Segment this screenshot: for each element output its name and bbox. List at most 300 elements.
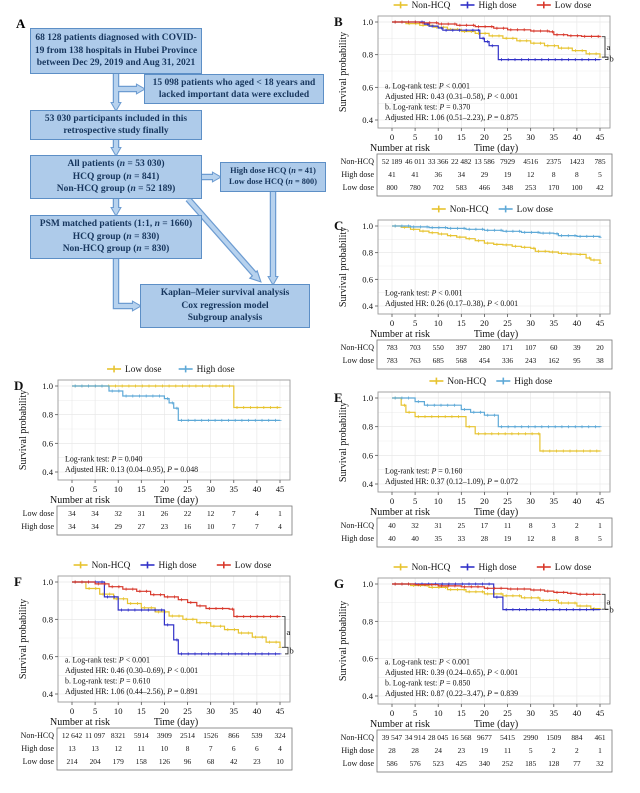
stat-annotation-part: P	[167, 687, 172, 696]
x-axis-title: Time (day)	[473, 329, 519, 340]
stat-annotation-part: < 0.001	[443, 657, 470, 667]
x-tick-label: 10	[433, 318, 443, 328]
risk-value: 11	[503, 746, 512, 755]
stat-annotation-part: < 0.001	[171, 666, 199, 675]
risk-value: 19	[503, 534, 512, 543]
risk-value: 12	[114, 744, 122, 753]
risk-value: 128	[548, 759, 560, 768]
stat-annotation	[385, 92, 518, 101]
risk-value: 4	[278, 744, 282, 753]
stat-annotation	[385, 82, 470, 91]
x-tick-label: 5	[412, 132, 418, 142]
x-axis-title: Time (day)	[473, 507, 519, 518]
x-tick-label: 10	[433, 132, 443, 142]
y-tick-label: 0.6	[42, 438, 53, 449]
stat-annotation-part: = 0.891	[171, 687, 199, 696]
risk-value: 780	[409, 183, 421, 192]
stat-annotation-part: Log-rank test:	[385, 466, 432, 476]
legend-label: Low dose	[516, 205, 554, 216]
risk-value: 1423	[569, 157, 585, 166]
stat-annotation	[385, 658, 470, 667]
risk-row-label: Non-HCQ	[340, 157, 374, 166]
risk-value: 29	[480, 170, 489, 179]
risk-value: 1	[598, 746, 602, 755]
stat-annotation	[385, 289, 463, 298]
risk-value: 40	[388, 521, 396, 530]
stat-annotation-part: Adjusted HR: 0.37 (0.12–1.09),	[385, 477, 488, 486]
stat-annotation	[65, 677, 150, 686]
risk-value: 32	[596, 759, 604, 768]
y-tick-label: 0.8	[362, 421, 373, 432]
risk-value: 28 045	[428, 733, 449, 742]
risk-value: 95	[573, 356, 581, 365]
legend-label: Non-HCQ	[411, 563, 451, 574]
risk-value: 763	[409, 356, 421, 365]
legend-label: Low dose	[234, 561, 272, 572]
y-tick-label: 0.4	[362, 479, 373, 489]
risk-value: 185	[525, 759, 537, 768]
risk-value: 32	[411, 521, 419, 530]
risk-value: 204	[89, 757, 101, 766]
risk-value: 4	[278, 522, 282, 531]
x-tick-label: 5	[92, 484, 98, 494]
stat-annotation	[65, 455, 143, 464]
stat-annotation	[385, 668, 518, 677]
x-tick-label: 40	[572, 132, 582, 142]
x-tick-label: 25	[503, 132, 512, 142]
risk-value: 60	[550, 343, 558, 352]
risk-row-label: High dose	[341, 534, 374, 543]
bracket-label: a	[606, 41, 611, 52]
y-tick-label: 0.8	[362, 616, 373, 627]
flow-box-text: PSM matched patients (1:1, n = 1660) HCQ group (n = 830) Non-HCQ group (n = 830)	[39, 219, 193, 255]
risk-value: 171	[502, 343, 514, 352]
risk-value: 252	[502, 759, 514, 768]
stat-annotation-part: a. Log-rank test:	[385, 657, 439, 667]
risk-value: 7929	[500, 157, 515, 166]
risk-row-label: Non-HCQ	[340, 733, 374, 742]
flow-box-1	[30, 28, 202, 74]
x-tick-label: 15	[457, 318, 466, 328]
x-tick-label: 30	[526, 496, 535, 506]
risk-value: 3909	[157, 731, 172, 740]
stat-annotation-part: Adjusted HR: 0.13 (0.04–0.95),	[65, 465, 168, 474]
risk-value: 7	[231, 522, 236, 531]
x-tick-label: 0	[389, 496, 395, 506]
risk-value: 34	[68, 522, 76, 531]
risk-row-label: High dose	[341, 746, 374, 755]
risk-value: 32	[114, 509, 122, 518]
risk-value: 20	[596, 343, 604, 352]
risk-value: 41	[388, 170, 396, 179]
risk-value: 46 011	[405, 157, 426, 166]
km-panel-E	[330, 374, 638, 550]
risk-value: 8	[185, 744, 190, 753]
x-axis-title: Time (day)	[153, 495, 199, 506]
flow-box-4	[30, 155, 202, 199]
stat-annotation-part: P	[431, 288, 437, 298]
risk-value: 550	[432, 343, 444, 352]
risk-value: 2990	[523, 733, 539, 742]
risk-table-title: Number at risk	[370, 329, 430, 340]
y-tick-label: 0.6	[362, 274, 373, 285]
risk-value: 8	[551, 534, 556, 543]
risk-value: 23	[253, 757, 261, 766]
y-tick-label: 1.0	[362, 17, 373, 27]
risk-value: 8	[575, 534, 579, 543]
x-tick-label: 0	[389, 708, 395, 718]
risk-value: 576	[409, 759, 421, 768]
x-axis-title: Time (day)	[473, 719, 519, 730]
risk-value: 33	[457, 534, 466, 543]
risk-value: 4	[255, 509, 259, 518]
stat-annotation-part: P	[439, 678, 445, 688]
x-tick-label: 5	[412, 496, 418, 506]
x-tick-label: 30	[526, 318, 535, 328]
risk-row-label: Non-HCQ	[340, 521, 374, 530]
stat-annotation-part: P	[119, 676, 125, 686]
risk-value: 800	[386, 183, 398, 192]
stat-annotation-part: = 0.610	[124, 676, 151, 686]
risk-value: 13 586	[474, 157, 495, 166]
y-tick-label: 0.6	[362, 82, 373, 93]
legend-label: Low dose	[554, 563, 592, 574]
x-tick-label: 5	[92, 706, 98, 716]
risk-value: 340	[478, 759, 490, 768]
stat-annotation-part: P	[438, 657, 444, 667]
flow-box-2	[144, 74, 324, 104]
panel-label: D	[14, 378, 24, 393]
risk-value: 7	[231, 509, 236, 518]
stat-annotation-part: P	[118, 655, 124, 665]
x-axis-title: Time (day)	[473, 143, 519, 154]
risk-value: 583	[455, 183, 467, 192]
x-tick-label: 30	[206, 484, 215, 494]
risk-value: 34 914	[404, 733, 426, 742]
stat-annotation-part: a. Log-rank test:	[65, 655, 119, 665]
risk-value: 5415	[500, 733, 515, 742]
stat-annotation-part: Adjusted HR: 0.87 (0.22–3.47),	[385, 689, 488, 698]
legend-label: High dose	[514, 377, 553, 388]
stat-annotation-part: Adjusted HR: 0.26 (0.17–0.38),	[385, 299, 488, 308]
x-tick-label: 40	[252, 484, 262, 494]
risk-value: 425	[455, 759, 467, 768]
risk-value: 68	[206, 757, 215, 766]
x-tick-label: 15	[137, 484, 146, 494]
risk-value: 5	[598, 170, 602, 179]
stat-annotation-part: b. Log-rank test:	[385, 102, 440, 112]
stat-annotation	[385, 477, 518, 486]
x-tick-label: 15	[457, 132, 466, 142]
risk-value: 10	[160, 744, 169, 753]
risk-table-title: Number at risk	[370, 719, 430, 730]
risk-value: 539	[251, 731, 263, 740]
stat-annotation	[385, 103, 470, 112]
risk-row-label: High dose	[341, 170, 374, 179]
flow-box-3	[30, 110, 202, 140]
risk-value: 100	[571, 183, 583, 192]
x-tick-label: 0	[69, 706, 75, 716]
risk-value: 12 642	[61, 731, 83, 740]
y-tick-label: 0.8	[362, 49, 373, 60]
x-tick-label: 0	[389, 318, 395, 328]
risk-value: 2	[551, 746, 556, 755]
risk-value: 397	[455, 343, 467, 352]
x-tick-label: 45	[595, 318, 605, 328]
stat-annotation-part: Log-rank test:	[385, 288, 432, 298]
risk-value: 586	[386, 759, 398, 768]
risk-value: 42	[596, 183, 604, 192]
panel-label: G	[334, 576, 345, 591]
bracket-label: b	[609, 604, 614, 615]
risk-value: 214	[66, 757, 78, 766]
risk-row-label: Non-HCQ	[20, 731, 54, 740]
risk-value: 12	[526, 534, 535, 543]
risk-table-title: Number at risk	[370, 507, 430, 518]
risk-row-label: High dose	[21, 522, 54, 531]
risk-value: 10	[276, 757, 284, 766]
stat-annotation	[65, 687, 198, 696]
risk-value: 1509	[546, 733, 562, 742]
risk-value: 7	[208, 744, 213, 753]
risk-value: 33 366	[428, 157, 449, 166]
risk-row-label: Low dose	[22, 509, 54, 518]
stat-annotation-part: P	[487, 113, 492, 122]
x-tick-label: 40	[572, 318, 582, 328]
risk-value: 336	[502, 356, 514, 365]
x-tick-label: 30	[526, 708, 535, 718]
risk-value: 25	[457, 521, 466, 530]
y-axis-title: Survival probability	[338, 401, 349, 483]
risk-value: 568	[455, 356, 467, 365]
x-tick-label: 30	[206, 706, 215, 716]
stat-annotation	[65, 656, 150, 665]
stat-annotation-part: < 0.001	[123, 655, 150, 665]
risk-value: 16	[183, 522, 192, 531]
bracket-label: a	[286, 626, 291, 637]
risk-value: 158	[135, 757, 147, 766]
risk-value: 1526	[203, 731, 219, 740]
risk-value: 36	[434, 170, 442, 179]
x-tick-label: 20	[160, 706, 169, 716]
y-tick-label: 0.4	[362, 301, 373, 311]
stat-annotation	[65, 666, 198, 675]
risk-value: 9677	[477, 733, 492, 742]
risk-value: 11	[503, 521, 512, 530]
flow-box-text: All patients (n = 53 030) HCQ group (n = 841) Non-HCQ group (n = 52 189)	[56, 159, 176, 195]
x-tick-label: 45	[275, 484, 285, 494]
risk-value: 28	[411, 746, 419, 755]
risk-value: 12	[526, 170, 535, 179]
x-tick-label: 45	[595, 708, 605, 718]
risk-row-label: Low dose	[342, 356, 374, 365]
x-tick-label: 0	[69, 484, 75, 494]
y-tick-label: 0.8	[42, 409, 53, 420]
x-tick-label: 35	[549, 318, 559, 328]
y-tick-label: 0.4	[362, 115, 373, 125]
risk-value: 12	[206, 509, 215, 518]
stat-annotation-part: Adjusted HR: 1.06 (0.51–2.23),	[385, 113, 488, 122]
stat-annotation	[65, 465, 198, 474]
stat-annotation	[385, 689, 518, 698]
risk-value: 703	[409, 343, 421, 352]
risk-value: 466	[478, 183, 490, 192]
risk-value: 31	[434, 521, 442, 530]
flow-box-text: 15 098 patients who aged < 18 years and lacked important data were excluded	[152, 77, 316, 100]
risk-value: 785	[594, 157, 606, 166]
risk-value: 8321	[110, 731, 126, 740]
risk-value: 10	[206, 522, 215, 531]
risk-row-label: Non-HCQ	[340, 343, 374, 352]
x-tick-label: 20	[480, 132, 489, 142]
risk-value: 8	[551, 170, 556, 179]
legend-label: High dose	[478, 1, 517, 12]
legend-label: Non-HCQ	[449, 205, 489, 216]
risk-value: 1	[278, 509, 282, 518]
x-tick-label: 20	[480, 318, 489, 328]
flow-box-text: Kaplan–Meier survival analysis Cox regression model Subgroup analysis	[160, 288, 290, 324]
risk-value: 2	[575, 521, 579, 530]
stat-annotation-part: P	[487, 477, 492, 486]
legend-label: Low dose	[125, 365, 162, 376]
legend-label: Non-HCQ	[91, 561, 131, 572]
panel-label: B	[334, 14, 343, 29]
flow-box-text: 53 030 participants included in this retrospective study finally	[44, 113, 188, 136]
y-tick-label: 0.8	[362, 247, 373, 258]
x-tick-label: 45	[595, 496, 605, 506]
risk-value: 34	[68, 509, 76, 518]
stat-annotation-part: Adjusted HR: 0.39 (0.24–0.65),	[385, 668, 488, 677]
risk-value: 884	[571, 733, 583, 742]
stat-annotation-part: Adjusted HR: 1.06 (0.44–2.56),	[65, 687, 168, 696]
risk-value: 2	[575, 746, 579, 755]
risk-value: 26	[160, 509, 169, 518]
legend-label: Non-HCQ	[411, 1, 451, 12]
y-axis-title: Survival probability	[18, 389, 29, 471]
risk-value: 702	[432, 183, 444, 192]
legend-label: Non-HCQ	[447, 377, 487, 388]
risk-row-label: Low dose	[22, 757, 54, 766]
stat-annotation-part: P	[487, 689, 492, 698]
risk-table-title: Number at risk	[50, 495, 110, 506]
risk-value: 41	[411, 170, 419, 179]
x-tick-label: 25	[503, 496, 512, 506]
x-tick-label: 15	[457, 708, 466, 718]
stat-annotation-part: = 0.048	[171, 465, 199, 474]
risk-value: 7	[255, 522, 259, 531]
risk-value: 39 547	[381, 733, 403, 742]
risk-value: 27	[137, 522, 146, 531]
risk-row-label: Low dose	[342, 759, 374, 768]
stat-annotation-part: Adjusted HR: 0.46 (0.30–0.69),	[65, 666, 168, 675]
risk-value: 96	[183, 757, 192, 766]
risk-value: 783	[386, 356, 398, 365]
stat-annotation-part: = 0.850	[444, 678, 471, 688]
y-tick-label: 0.6	[362, 653, 373, 664]
risk-value: 5	[528, 746, 533, 755]
legend-label: High dose	[478, 563, 517, 574]
risk-row-label: Low dose	[342, 183, 374, 192]
risk-value: 6	[231, 744, 236, 753]
y-tick-label: 1.0	[362, 393, 373, 403]
risk-value: 5	[598, 534, 602, 543]
risk-value: 280	[478, 343, 490, 352]
risk-value: 1	[598, 521, 602, 530]
risk-value: 16 568	[451, 733, 472, 742]
y-axis-title: Survival probability	[18, 598, 29, 680]
risk-value: 523	[432, 759, 444, 768]
km-panel-G	[330, 560, 638, 775]
risk-value: 454	[478, 356, 490, 365]
x-tick-label: 35	[549, 496, 559, 506]
x-tick-label: 25	[503, 318, 512, 328]
risk-value: 19	[503, 170, 512, 179]
x-tick-label: 35	[549, 132, 559, 142]
x-tick-label: 25	[183, 706, 192, 716]
risk-value: 23	[457, 746, 466, 755]
risk-value: 24	[434, 746, 442, 755]
x-tick-label: 5	[412, 318, 418, 328]
y-axis-title: Survival probability	[338, 226, 349, 308]
x-tick-label: 25	[503, 708, 512, 718]
stat-annotation-part: = 0.839	[491, 689, 519, 698]
stat-annotation-part: P	[167, 465, 172, 474]
risk-value: 34	[91, 509, 99, 518]
stat-annotation-part: b. Log-rank test:	[385, 678, 440, 688]
risk-value: 685	[432, 356, 444, 365]
x-tick-label: 25	[183, 484, 192, 494]
risk-value: 253	[525, 183, 537, 192]
stat-annotation-part: Adjusted HR: 0.43 (0.31–0.58),	[385, 92, 488, 101]
y-tick-label: 0.4	[42, 467, 53, 477]
x-tick-label: 10	[433, 708, 443, 718]
risk-table-title: Number at risk	[50, 717, 110, 728]
panel-label: F	[14, 574, 22, 589]
risk-value: 5914	[133, 731, 149, 740]
risk-value: 22	[183, 509, 192, 518]
stat-annotation-part: < 0.001	[491, 668, 519, 677]
flow-box-6	[30, 215, 202, 259]
flow-box-text: High dose HCQ (n = 41) Low dose HCQ (n = 800)	[229, 166, 317, 186]
stat-annotation	[385, 467, 463, 476]
x-tick-label: 35	[229, 706, 239, 716]
x-tick-label: 15	[137, 706, 146, 716]
risk-value: 77	[573, 759, 581, 768]
risk-table-title: Number at risk	[370, 143, 430, 154]
risk-value: 28	[388, 746, 396, 755]
y-tick-label: 0.6	[42, 651, 53, 662]
stat-annotation-part: Log-rank test:	[65, 454, 112, 464]
stat-annotation-part: P	[431, 466, 437, 476]
panel-label: C	[334, 218, 344, 233]
risk-value: 8	[575, 170, 579, 179]
bracket-label: a	[606, 596, 611, 607]
stat-annotation-part: P	[487, 92, 492, 101]
y-tick-label: 0.4	[362, 691, 373, 701]
risk-value: 34	[457, 170, 466, 179]
legend-label: Low dose	[554, 1, 592, 12]
y-tick-label: 1.0	[42, 577, 53, 587]
risk-value: 13	[91, 744, 99, 753]
km-panel-D	[10, 362, 318, 538]
x-tick-label: 20	[480, 496, 489, 506]
x-tick-label: 10	[433, 496, 443, 506]
legend-label: High dose	[196, 365, 235, 376]
flow-arrow-outline	[116, 259, 135, 306]
y-tick-label: 1.0	[42, 381, 53, 391]
risk-value: 17	[480, 521, 489, 530]
y-tick-label: 0.6	[362, 450, 373, 461]
